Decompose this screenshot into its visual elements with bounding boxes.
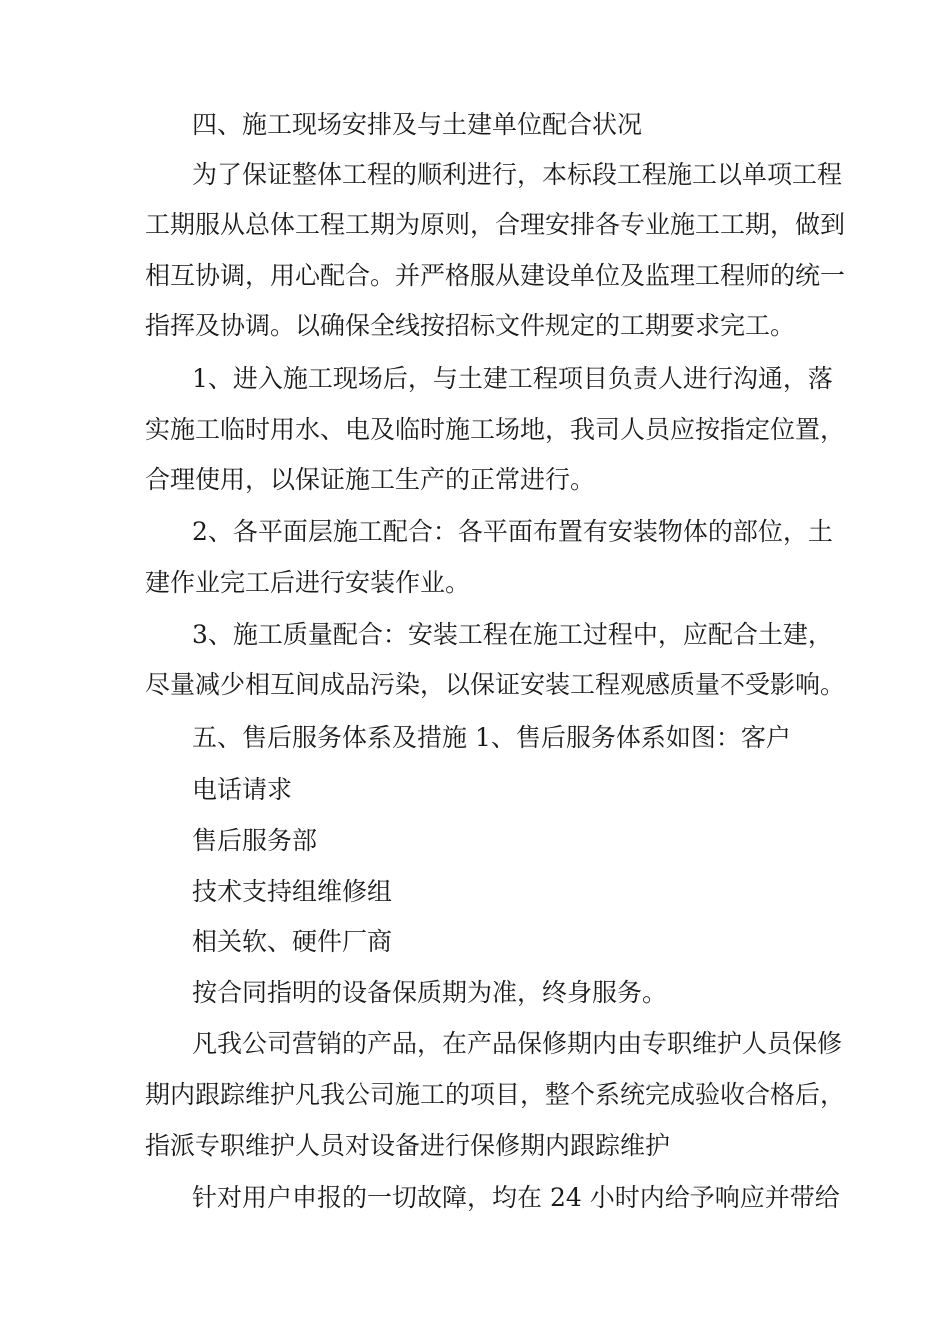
flow-item: 相关软、硬件厂商 [192, 927, 393, 956]
flow-item: 售后服务部 [192, 826, 318, 855]
list-item-line: 尽量减少相互间成品污染，以保证安装工程观感质量不受影响。 [145, 670, 846, 699]
paragraph-line: 期内跟踪维护凡我公司施工的项目，整个系统完成验收合格后， [145, 1080, 846, 1109]
list-item-line: 3、施工质量配合：安装工程在施工过程中，应配合土建， [192, 620, 833, 649]
paragraph-line: 指挥及协调。以确保全线按招标文件规定的工期要求完工。 [145, 311, 796, 340]
list-item-line: 建作业完工后进行安装作业。 [145, 568, 471, 597]
section-5-heading: 五、售后服务体系及措施 1、售后服务体系如图：客户 [192, 723, 791, 752]
paragraph-line: 为了保证整体工程的顺利进行，本标段工程施工以单项工程 [192, 160, 843, 189]
list-item-line: 1、进入施工现场后，与土建工程项目负责人进行沟通，落 [192, 364, 833, 393]
paragraph-line: 指派专职维护人员对设备进行保修期内跟踪维护 [145, 1131, 671, 1160]
flow-item: 技术支持组维修组 [192, 877, 393, 906]
paragraph-line: 工期服从总体工程工期为原则，合理安排各专业施工工期，做到 [145, 210, 846, 239]
paragraph-line: 相互协调，用心配合。并严格服从建设单位及监理工程师的统一 [145, 261, 846, 290]
list-item-line: 实施工临时用水、电及临时施工场地，我司人员应按指定位置， [145, 415, 846, 444]
flow-item: 电话请求 [192, 775, 293, 804]
paragraph-line: 凡我公司营销的产品，在产品保修期内由专职维护人员保修 [192, 1029, 843, 1058]
list-item-line: 2、各平面层施工配合：各平面布置有安装物体的部位，土 [192, 517, 833, 546]
paragraph-line: 针对用户申报的一切故障，均在 24 小时内给予响应并带给 [192, 1183, 840, 1212]
section-4-heading: 四、施工现场安排及与土建单位配合状况 [192, 110, 643, 139]
list-item-line: 合理使用，以保证施工生产的正常进行。 [145, 465, 596, 494]
warranty-line: 按合同指明的设备保质期为准，终身服务。 [192, 978, 668, 1007]
